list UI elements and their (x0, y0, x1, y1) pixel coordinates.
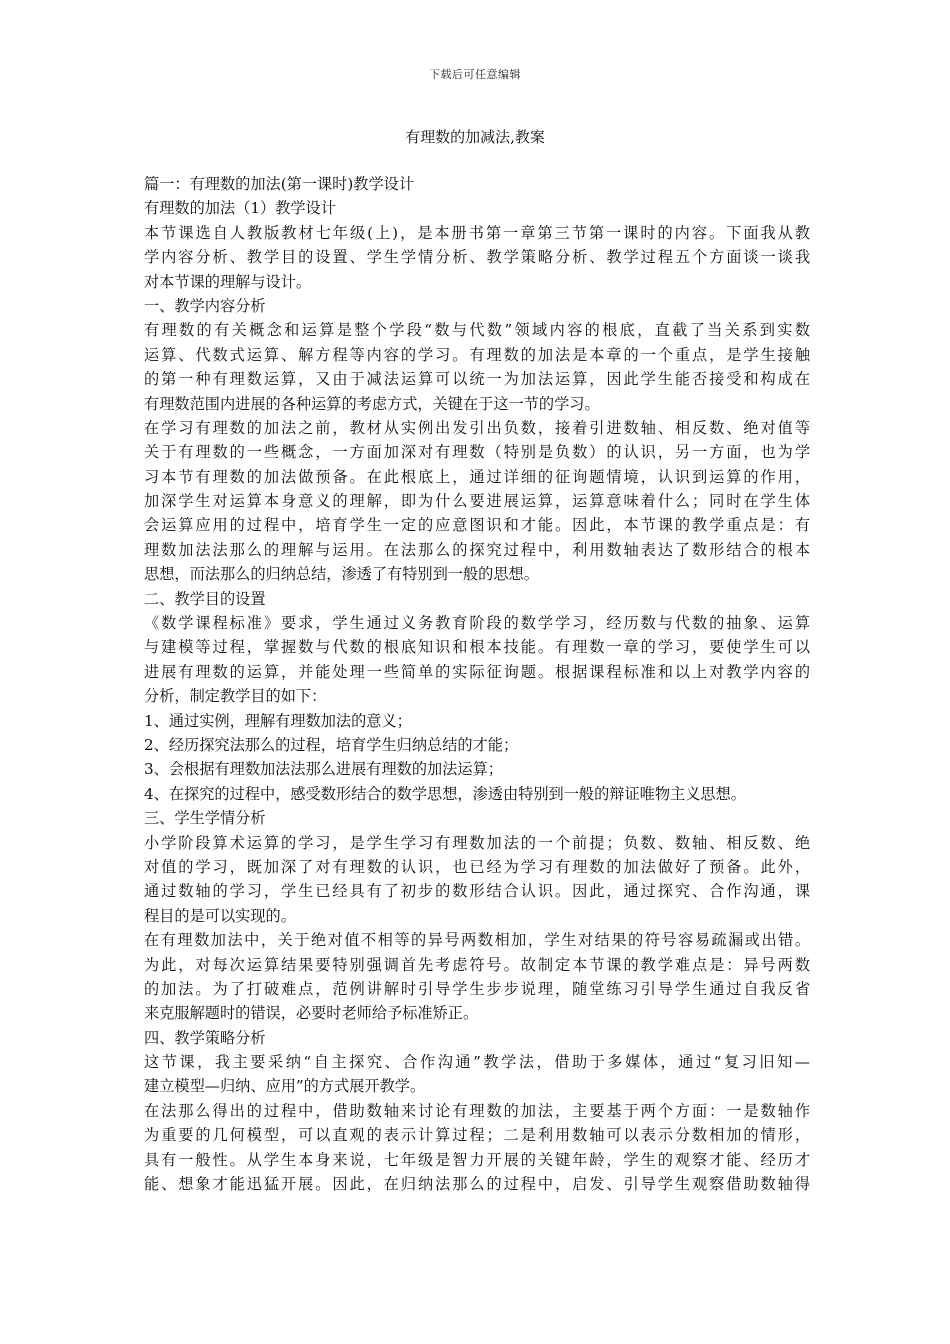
text-line: 加深学生对运算本身意义的理解，即为什么要进展运算，运算意味着什么；同时在学生体 (144, 492, 810, 511)
text-line: 对值的学习，既加深了对有理数的认识，也已经为学习有理数的加法做好了预备。此外， (144, 857, 810, 876)
text-line: 的第一种有理数运算，又由于减法运算可以统一为加法运算，因此学生能否接受和构成在 (144, 370, 810, 389)
document-body (144, 172, 810, 1196)
text-line: 三、学生学情分析 (144, 809, 266, 828)
text-line: 进展有理数的运算，并能处理一些简单的实际征询题。根据课程标准和以上对教学内容的 (144, 662, 810, 681)
text-line: 分析，制定教学目的如下： (144, 687, 327, 706)
text-line: 关于有理数的一些概念，一方面加深对有理数（特别是负数）的认识，另一方面，也为学 (144, 443, 810, 462)
text-line: 3、会根据有理数加法法那么进展有理数的加法运算； (144, 760, 503, 779)
text-line: 小学阶段算术运算的学习，是学生学习有理数加法的一个前提；负数、数轴、相反数、绝 (144, 833, 810, 852)
text-line: 在有理数加法中，关于绝对值不相等的异号两数相加，学生对结果的符号容易疏漏或出错。 (144, 931, 810, 950)
text-line: 有理数的加法（1）教学设计 (144, 199, 336, 218)
text-line: 能、想象才能迅猛开展。因此，在归纳法那么的过程中，启发、引导学生观察借助数轴得 (144, 1175, 810, 1194)
text-line: 1、通过实例，理解有理数加法的意义； (144, 711, 412, 730)
text-line: 这节课，我主要采纳“自主探究、合作沟通”教学法，借助于多媒体，通过“复习旧知— (144, 1053, 810, 1072)
text-line: 篇一：有理数的加法(第一课时)教学设计 (144, 175, 415, 193)
text-line: 在法那么得出的过程中，借助数轴来讨论有理数的加法，主要基于两个方面：一是数轴作 (144, 1101, 810, 1120)
text-line: 程目的是可以实现的。 (144, 906, 296, 925)
document-title: 有理数的加减法,教案 (405, 128, 545, 146)
text-line: 来克服解题时的错误，必要时老师给予标准矫正。 (144, 1004, 479, 1023)
text-line: 四、教学策略分析 (144, 1028, 266, 1047)
text-line: 会运算应用的过程中，培育学生一定的应意图识和才能。因此，本节课的教学重点是：有 (144, 516, 810, 535)
text-line: 4、在探究的过程中，感受数形结合的数学思想，渗透由特别到一般的辩证唯物主义思想。 (144, 784, 746, 803)
text-line: 在学习有理数的加法之前，教材从实例出发引出负数，接着引进数轴、相反数、绝对值等 (144, 418, 810, 437)
text-line: 习本节有理数的加法做预备。在此根底上，通过详细的征询题情境，认识到运算的作用， (144, 467, 810, 486)
text-line: 本节课选自人教版教材七年级(上)，是本册书第一章第三节第一课时的内容。下面我从教 (144, 223, 810, 242)
text-line: 对本节课的理解与设计。 (144, 272, 312, 291)
text-line: 与建模等过程，掌握数与代数的根底知识和根本技能。有理数一章的学习，要使学生可以 (144, 638, 810, 657)
text-line: 通过数轴的学习，学生已经具有了初步的数形结合认识。因此，通过探究、合作沟通，课 (144, 882, 810, 901)
text-line: 二、教学目的设置 (144, 589, 266, 608)
text-line: 2、经历探究法那么的过程，培育学生归纳总结的才能； (144, 735, 519, 754)
text-line: 一、教学内容分析 (144, 296, 266, 315)
text-line: 运算、代数式运算、解方程等内容的学习。有理数的加法是本章的一个重点，是学生接触 (144, 345, 810, 364)
text-line: 理数加法法那么的理解与运用。在法那么的探究过程中，利用数轴表达了数形结合的根本 (144, 540, 810, 559)
text-line: 学内容分析、教学目的设置、学生学情分析、教学策略分析、教学过程五个方面谈一谈我 (144, 248, 810, 267)
text-line: 有理数范围内进展的各种运算的考虑方式，关键在于这一节的学习。 (144, 394, 600, 413)
text-line: 的加法。为了打破难点，范例讲解时引导学生步步说理，随堂练习引导学生通过自我反省 (144, 979, 810, 998)
text-line: 建立模型—归纳、应用”的方式展开教学。 (144, 1077, 426, 1096)
text-line: 为重要的几何模型，可以直观的表示计算过程；二是利用数轴可以表示分数相加的情形， (144, 1126, 810, 1145)
header-note: 下载后可任意编辑 (429, 68, 521, 81)
text-line: 为此，对每次运算结果要特别强调首先考虑符号。故制定本节课的教学难点是：异号两数 (144, 955, 810, 974)
text-line: 有理数的有关概念和运算是整个学段“数与代数”领域内容的根底，直截了当关系到实数 (144, 321, 810, 340)
text-line: 思想，而法那么的归纳总结，渗透了有特别到一般的思想。 (144, 565, 539, 584)
text-line: 《数学课程标准》要求，学生通过义务教育阶段的数学学习，经历数与代数的抽象、运算 (144, 614, 810, 633)
text-line: 具有一般性。从学生本身来说，七年级是智力开展的关键年龄，学生的观察才能、经历才 (144, 1150, 810, 1169)
